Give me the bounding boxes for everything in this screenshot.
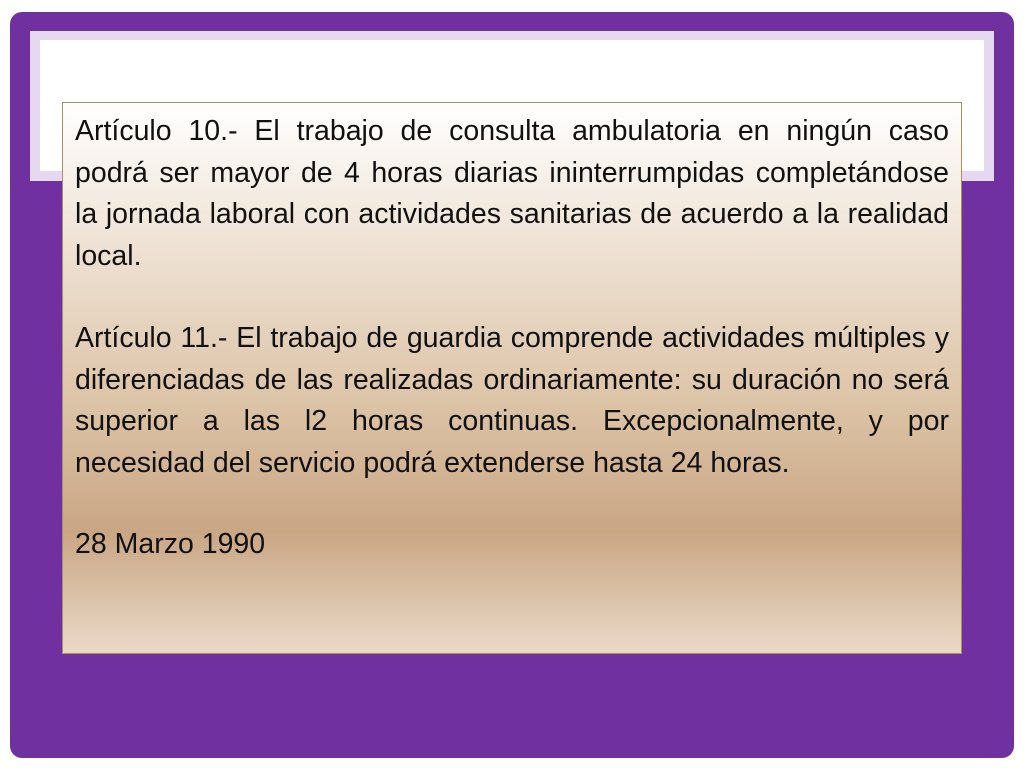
article-11-paragraph: Artículo 11.- El trabajo de guardia comprende actividades múltiples y diferenciadas de las realizadas ordinariamente: su duración no será superior a las l2 horas continuas. Excepcionalmente, y por necesidad del servicio podrá extenderse hasta 24 horas. (75, 322, 949, 479)
date-text: 28 Marzo 1990 (75, 528, 266, 560)
article-10-paragraph: Artículo 10.- El trabajo de consulta ambulatoria en ningún caso podrá ser mayor de 4 horas diarias ininterrumpidas completándose la jornada laboral con actividades sanitarias de acuerdo a la realidad local. (75, 115, 949, 272)
content-text-box (62, 102, 962, 654)
